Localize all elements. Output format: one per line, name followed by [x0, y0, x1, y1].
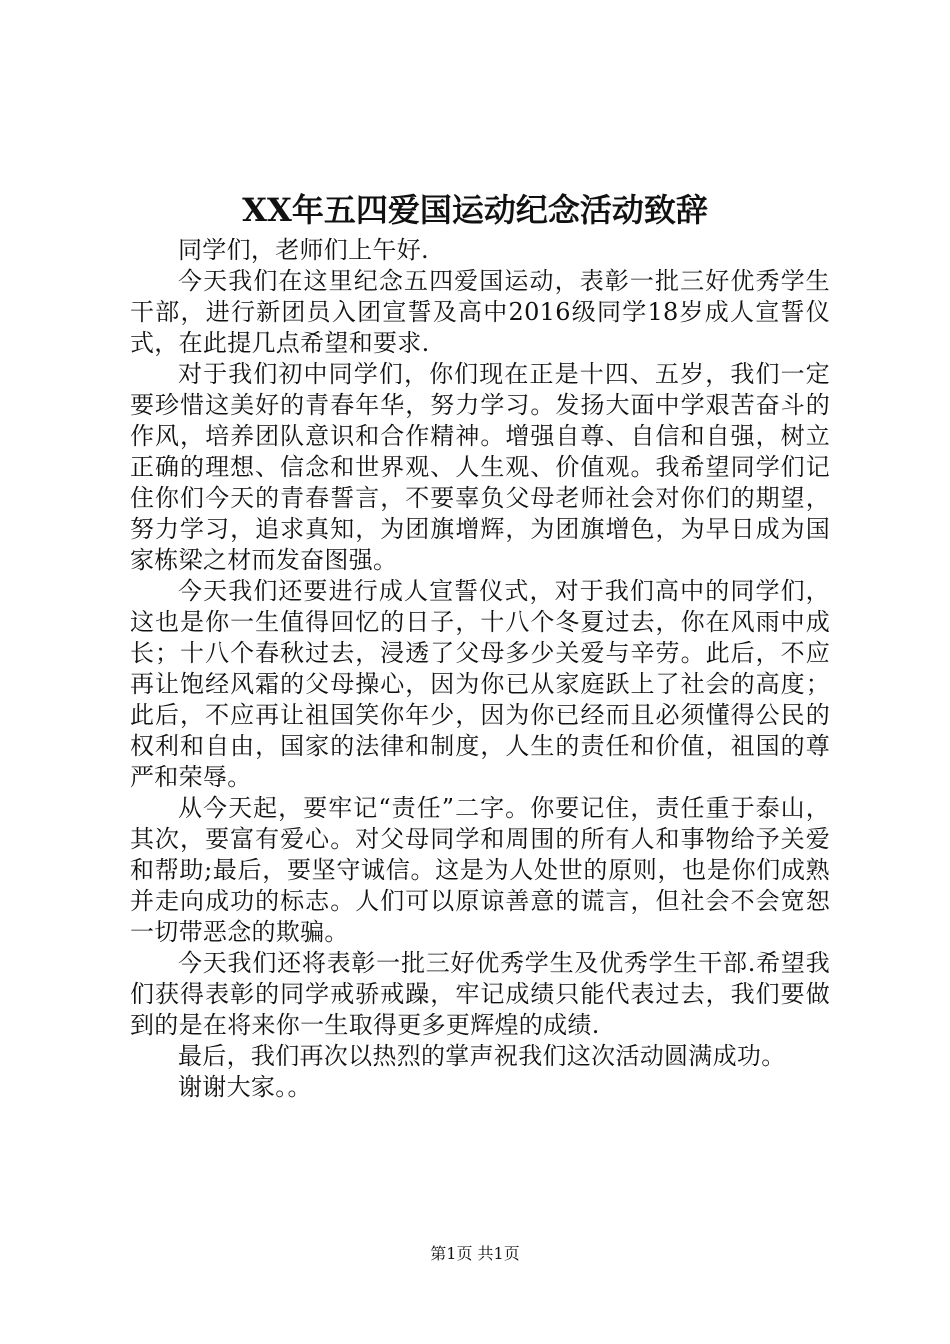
paragraph-responsibility: 从今天起，要牢记“责任”二字。你要记住，责任重于泰山，其次，要富有爱心。对父母同学和周围的所有人和事物给予关爱和帮助;最后，要坚守诚信。这是为人处世的原则，也是你们成熟并走向成功的标志。人们可以原谅善意的谎言，但社会不会宽恕一切带恶念的欺骗。: [130, 794, 830, 946]
paragraph-thanks: 谢谢大家。。: [178, 1073, 312, 1101]
paragraph-junior-students: 对于我们初中同学们，你们现在正是十四、五岁，我们一定要珍惜这美好的青春年华，努力学习。发扬大面中学艰苦奋斗的作风，培养团队意识和合作精神。增强自尊、自信和自强，树立正确的理想、信念和世界观、人生观、价值观。我希望同学们记住你们今天的青春誓言，不要辜负父母老师社会对你们的期望，努力学习，追求真知，为团旗增辉，为团旗增色，为早日成为国家栋梁之材而发奋图强。: [130, 360, 830, 574]
paragraph-closing: 最后，我们再次以热烈的掌声祝我们这次活动圆满成功。: [178, 1042, 786, 1070]
page-footer: 第1页 共1页: [430, 1244, 520, 1263]
paragraph-greeting: 同学们，老师们上午好.: [178, 236, 429, 264]
document-body: [130, 235, 830, 1103]
document-title: XX年五四爱国运动纪念活动致辞: [242, 191, 708, 229]
paragraph-coming-of-age: 今天我们还要进行成人宣誓仪式，对于我们高中的同学们，这也是你一生值得回忆的日子，十八个冬夏过去，你在风雨中成长；十八个春秋过去，浸透了父母多少关爱与辛劳。此后，不应再让饱经风霜的父母操心，因为你已从家庭跃上了社会的高度；此后，不应再让祖国笑你年少，因为你已经而且必须懂得公民的权利和自由，国家的法律和制度，人生的责任和价值，祖国的尊严和荣辱。: [130, 577, 830, 791]
paragraph-intro: 今天我们在这里纪念五四爱国运动，表彰一批三好优秀学生干部，进行新团员入团宣誓及高中2016级同学18岁成人宣誓仪式，在此提几点希望和要求.: [130, 267, 830, 357]
paragraph-awards: 今天我们还将表彰一批三好优秀学生及优秀学生干部.希望我们获得表彰的同学戒骄戒躁，牢记成绩只能代表过去，我们要做到的是在将来你一生取得更多更辉煌的成绩.: [130, 949, 830, 1039]
